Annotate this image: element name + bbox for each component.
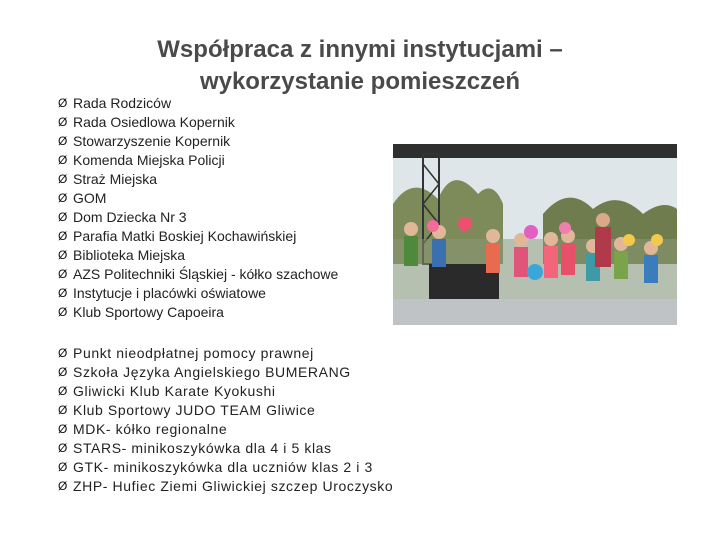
arrow-bullet-icon: Ø xyxy=(58,115,68,129)
list-item: Ø GTK- minikoszykówka dla uczniów klas 2 i 3 xyxy=(58,459,373,475)
arrow-bullet-icon: Ø xyxy=(58,422,68,436)
institution-list-2 xyxy=(58,344,393,496)
list-item: Ø STARS- minikoszykówka dla 4 i 5 klas xyxy=(58,440,332,456)
list-item: Ø Rada Rodziców xyxy=(58,95,172,111)
arrow-bullet-icon: Ø xyxy=(58,384,68,398)
list-item: Ø Instytucje i placówki oświatowe xyxy=(58,285,266,301)
arrow-bullet-icon: Ø xyxy=(58,403,68,417)
list-item: Ø Straż Miejska xyxy=(58,171,158,187)
slide-title xyxy=(90,34,630,98)
list-item: Ø Gliwicki Klub Karate Kyokushi xyxy=(58,383,276,399)
list-item: Ø ZHP- Hufiec Ziemi Gliwickiej szczep Uroczysko xyxy=(58,478,394,494)
arrow-bullet-icon: Ø xyxy=(58,441,68,455)
list-item: Ø GOM xyxy=(58,190,107,206)
arrow-bullet-icon: Ø xyxy=(58,365,68,379)
arrow-bullet-icon: Ø xyxy=(58,460,68,474)
list-item: Ø Stowarzyszenie Kopernik xyxy=(58,133,231,149)
arrow-bullet-icon: Ø xyxy=(58,248,68,262)
arrow-bullet-icon: Ø xyxy=(58,286,68,300)
arrow-bullet-icon: Ø xyxy=(58,134,68,148)
arrow-bullet-icon: Ø xyxy=(58,267,68,281)
arrow-bullet-icon: Ø xyxy=(58,153,68,167)
stage-performance-illustration xyxy=(393,144,677,325)
arrow-bullet-icon: Ø xyxy=(58,210,68,224)
list-item: Ø Parafia Matki Boskiej Kochawińskiej xyxy=(58,228,297,244)
list-item: Ø Klub Sportowy Capoeira xyxy=(58,304,224,320)
list-item: Ø Szkoła Języka Angielskiego BUMERANG xyxy=(58,364,351,380)
arrow-bullet-icon: Ø xyxy=(58,305,68,319)
arrow-bullet-icon: Ø xyxy=(58,346,68,360)
arrow-bullet-icon: Ø xyxy=(58,172,68,186)
list-item: Ø Punkt nieodpłatnej pomocy prawnej xyxy=(58,345,314,361)
list-item: Ø Biblioteka Miejska xyxy=(58,247,186,263)
list-item: Ø Komenda Miejska Policji xyxy=(58,152,225,168)
list-item: Ø Klub Sportowy JUDO TEAM Gliwice xyxy=(58,402,316,418)
title-line-2: wykorzystanie pomieszczeń xyxy=(199,68,521,95)
list-item: Ø MDK- kółko regionalne xyxy=(58,421,228,437)
institution-list-1 xyxy=(58,94,338,322)
title-line-1: Współpraca z innymi instytucjami – xyxy=(157,36,563,63)
arrow-bullet-icon: Ø xyxy=(58,479,68,493)
list-item: Ø Dom Dziecka Nr 3 xyxy=(58,209,187,225)
arrow-bullet-icon: Ø xyxy=(58,229,68,243)
arrow-bullet-icon: Ø xyxy=(58,191,68,205)
arrow-bullet-icon: Ø xyxy=(58,96,68,110)
list-item: Ø AZS Politechniki Śląskiej - kółko szachowe xyxy=(58,266,339,282)
list-item: Ø Rada Osiedlowa Kopernik xyxy=(58,114,235,130)
event-photo xyxy=(393,144,677,325)
